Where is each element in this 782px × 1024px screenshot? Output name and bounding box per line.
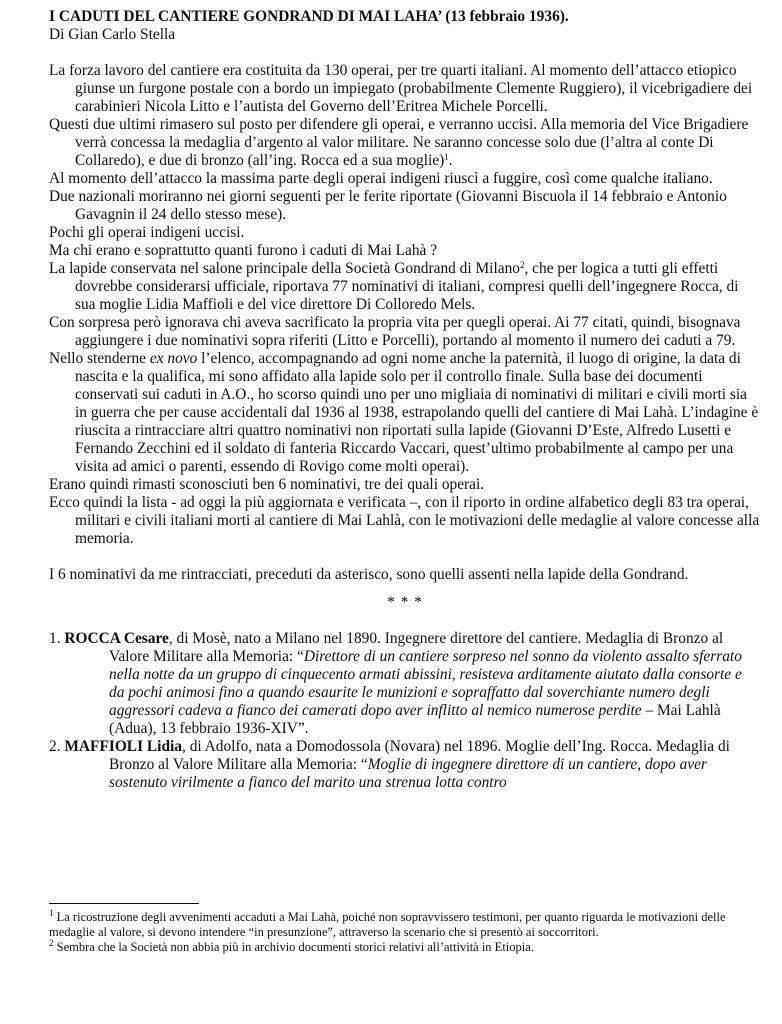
- person-name: MAFFIOLI Lidia: [64, 738, 182, 755]
- document-author: Di Gian Carlo Stella: [49, 26, 176, 43]
- paragraph: Questi due ultimi rimasero sul posto per difendere gli operai, e verranno uccisi. Alla memoria del Vice Brigadiere verrà concessa la medaglia d’argento al valor militare. Ne saranno concesse solo due (l’altra al conte Di Collaredo), e due di bronzo (all’ing. Rocca ed a sua moglie)$^1$.: [49, 116, 749, 169]
- paragraph: La lapide conservata nel salone principale della Società Gondrand di Milano$^2$, che per logica a tutti gli effetti dovrebbe considerarsi ufficiale, riportava 77 nominativi di italiani, compresi quelli dell’ingegnere Rocca, di sua moglie Lidia Maffioli e del vice direttore Di Colloredo Mels.: [49, 260, 739, 313]
- paragraph: Con sorpresa però ignorava chi aveva sacrificato la propria vita per quegli operai. Ai 77 citati, quindi, bisognava aggiungere i due nominativi sopra riferiti (Litto e Porcelli), portando al momento il numero dei caduti a 79.: [49, 314, 741, 349]
- paragraph: La forza lavoro del cantiere era costituita da 130 operai, per tre quarti italiani. Al momento dell’attacco etiopico giunse un furgone postale con a bordo un impiegato (probabilmente Clemente Ruggiero), il vicebrigadiere dei carabinieri Nicola Litto e l’autista del Governo dell’Eritrea Michele Porcelli.: [49, 62, 753, 115]
- paragraph: I 6 nominativi da me rintracciati, preceduti da asterisco, sono quelli assenti nella lapide della Gondrand.: [49, 566, 689, 583]
- person-name: ROCCA Cesare: [64, 630, 169, 647]
- medal-motivation: Direttore di un cantiere sorpreso nel sonno da violento assalto sferrato nella notte da un gruppo di cinquecento armati abissini, resisteva arditamente aiutato dalla consorte e da pochi animosi fino a quando esaurite le munizioni e sopraffatto dal soverchiante numero degli aggressori cadeva a fianco dei camerati dopo aver inflitto al nemico numerose perdite: [109, 648, 742, 719]
- section-separator: * * *: [387, 594, 423, 611]
- list-number: 2.: [49, 738, 61, 755]
- medal-motivation: Moglie di ingegnere direttore di un cantiere, dopo aver sostenuto virilmente a fianco del marito una strenua lotta contro: [109, 756, 707, 791]
- paragraph: Due nazionali moriranno nei giorni seguenti per le ferite riportate (Giovanni Biscuola il 14 febbraio e Antonio Gavagnin il 24 dello stesso mese).: [49, 188, 727, 223]
- list-item: 2. MAFFIOLI Lidia, di Adolfo, nata a Domodossola (Novara) nel 1896. Moglie dell’Ing. Rocca. Medaglia di Bronzo al Valore Militare alla Memoria: “Moglie di ingegnere direttore di un cantiere, dopo aver sostenuto virilmente a fianco del marito una strenua lotta contro: [49, 738, 730, 791]
- footnote-ref: 1: [444, 152, 449, 162]
- paragraph: Ma chi erano e soprattutto quanti furono i caduti di Mai Lahà ?: [49, 242, 438, 259]
- list-number: 1.: [49, 630, 61, 647]
- document-body: [49, 8, 761, 792]
- footnotes: [49, 903, 761, 955]
- footnote: $^2$ Sembra che la Società non abbia più in archivio documenti storici relativi all’attività in Etiopia.: [49, 938, 534, 954]
- footnote: $^1$ La ricostruzione degli avvenimenti accaduti a Mai Lahà, poiché non sopravvissero testimoni, per quanto riguarda le motivazioni delle medaglie al valore, si devono intendere “in presunzione”, attraverso la scenario che si presentò ai soccorritori.: [49, 908, 726, 939]
- footnote-divider: [49, 903, 199, 904]
- paragraph: Ecco quindi la lista - ad oggi la più aggiornata e verificata –, con il riporto in ordine alfabetico degli 83 tra operai, militari e civili italiani morti al cantiere di Mai Lahlà, con le motivazioni delle medaglie al valore concesse alla memoria.: [49, 494, 760, 547]
- paragraph: Pochi gli operai indigeni uccisi.: [49, 224, 245, 241]
- paragraph: Al momento dell’attacco la massima parte degli operai indigeni riuscì a fuggire, così come qualche italiano.: [49, 170, 713, 187]
- paragraph: Erano quindi rimasti sconosciuti ben 6 nominativi, tre dei quali operai.: [49, 476, 485, 493]
- list-item: 1. ROCCA Cesare, di Mosè, nato a Milano nel 1890. Ingegnere direttore del cantiere. Medaglia di Bronzo al Valore Militare alla Memoria: “Direttore di un cantiere sorpreso nel sonno da violento assalto sferrato nella notte da un gruppo di cinquecento armati abissini, resisteva arditamente aiutato dalla consorte e da pochi animosi fino a quando esaurite le munizioni e sopraffatto dal soverchiante numero degli aggressori cadeva a fianco dei camerati dopo aver inflitto al nemico numerose perdite – Mai Lahlà (Adua), 13 febbraio 1936-XIV”.: [49, 630, 742, 737]
- document-title: I CADUTI DEL CANTIERE GONDRAND DI MAI LAHA’ (13 febbraio 1936).: [49, 8, 569, 25]
- paragraph: Nello stenderne ex novo l’elenco, accompagnando ad ogni nome anche la paternità, il luogo di origine, la data di nascita e la qualifica, mi sono affidato alla lapide solo per il controllo finale. Sulla base dei documenti conservati sui caduti in A.O., ho scorso quindi uno per uno migliaia di nominativi di militari e civili morti sia in guerra che per cause accidentali dal 1936 al 1938, estrapolando quelli del cantiere di Mai Lahà. L’indagine è riuscita a rintracciare altri quattro nominativi non riportati sulla lapide (Giovanni D’Este, Alfredo Lusetti e Fernando Zecchini ed il soldato di fanteria Riccardo Vaccari, quest’ultimo probabilmente al campo per una visita ad amici o parenti, essendo di Rovigo come molti operai).: [49, 350, 759, 475]
- footnote-ref: 2: [519, 260, 525, 270]
